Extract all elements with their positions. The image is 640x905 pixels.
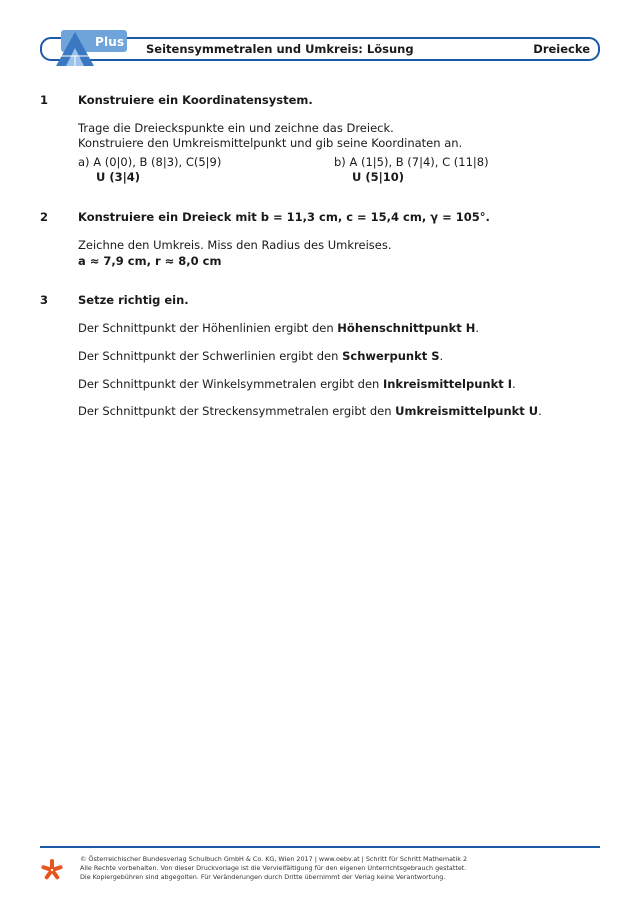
sentence-answer: Höhenschnittpunkt H [337,321,476,335]
footer-line: Alle Rechte vorbehalten. Von dieser Druckvorlage ist die Vervielfältigung für den eigenen Unterrichtsgebrauch gestattet. [80,864,467,872]
sentence-end: . [512,377,516,391]
sentence-text: Der Schnittpunkt der Streckensymmetralen ergibt den [78,404,396,418]
sentence-row [78,349,443,364]
task-instruction: Trage die Dreieckspunkte ein und zeichne das Dreieck. [78,121,394,135]
sentence-answer: Inkreismittelpunkt I [382,377,513,391]
part-b-points: b) A (1|5), B (7|4), C (11|8) [334,155,489,169]
sentence-answer: Schwerpunkt S [342,349,440,363]
sentence-text: Der Schnittpunkt der Winkelsymmetralen ergibt den [78,377,383,391]
footer-copyright [80,855,467,882]
sentence-end: . [538,404,542,418]
task-title: Setze richtig ein. [78,293,189,307]
task-number: 2 [40,210,49,224]
task-instruction: Zeichne den Umkreis. Miss den Radius des Umkreises. [78,238,392,252]
task-title: Konstruiere ein Koordinatensystem. [78,93,313,107]
page-title: Seitensymmetralen und Umkreis: Lösung [146,42,414,56]
footer-line: © Österreichischer Bundesverlag Schulbuch GmbH & Co. KG, Wien 2017 | www.oebv.at | Schritt für Schritt Mathematik 2 [80,855,468,863]
sentence-text: Der Schnittpunkt der Schwerlinien ergibt den [78,349,343,363]
task-title: Konstruiere ein Dreieck mit b = 11,3 cm, c = 15,4 cm, γ = 105°. [78,210,490,224]
task-answer: a ≈ 7,9 cm, r ≈ 8,0 cm [78,254,222,268]
logo-label: Plus [95,35,125,49]
task-number: 3 [40,293,49,307]
sentence-end: . [439,349,444,363]
footer-divider [40,846,600,848]
part-b-answer: U (5|10) [352,170,405,184]
part-a-answer: U (3|4) [96,170,141,184]
part-a-points: a) A (0|0), B (8|3), C(5|9) [78,155,222,169]
publisher-logo-icon [40,858,64,882]
sentence-end: . [475,321,480,335]
sentence-row [78,321,479,336]
sentence-text: Der Schnittpunkt der Höhenlinien ergibt den [78,321,338,335]
sentence-row [78,377,516,392]
sentence-row [78,404,542,419]
footer-line: Die Kopiergebühren sind abgegolten. Für Veränderungen durch Dritte übernimmt der Verlag keine Verantwortung. [80,873,446,881]
task-number: 1 [40,93,49,107]
sentence-answer: Umkreismittelpunkt U [395,404,539,418]
task-instruction: Konstruiere den Umkreismittelpunkt und gib seine Koordinaten an. [78,136,463,150]
page-category: Dreiecke [533,42,590,56]
